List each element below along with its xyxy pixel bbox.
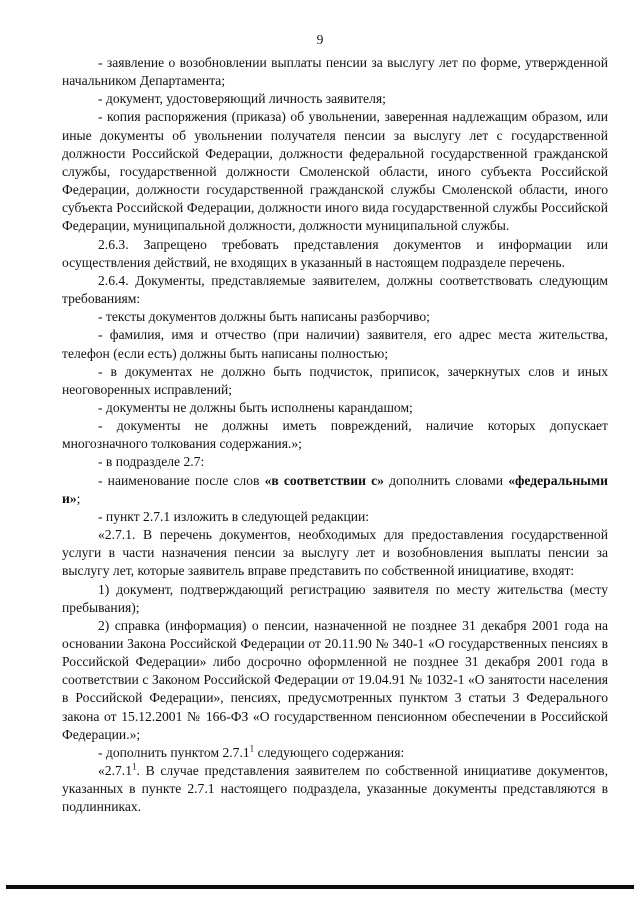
amendment-text-middle: дополнить словами xyxy=(383,472,509,488)
paragraph-2-6-4: 2.6.4. Документы, представляемые заявителем, должны соответствовать следующим требованиям: xyxy=(62,272,608,307)
scan-bottom-border xyxy=(6,885,634,889)
item-2-7-1-1-superscript: 1 xyxy=(131,761,137,772)
paragraph-legible-text: - тексты документов должны быть написаны разборчиво; xyxy=(98,309,430,325)
add-item-superscript: 1 xyxy=(249,743,255,754)
amendment-bold-quote-1: «в соответствии с» xyxy=(264,472,384,488)
item-2-7-1-1-text: . В случае представления заявителем по собственной инициативе документов, указанных в пункте 2.7.1 настоящего подраздела, указанные документы представляются в подлинниках. xyxy=(62,763,608,815)
paragraph-identity-document: - документ, удостоверяющий личность заявителя; xyxy=(98,91,386,107)
paragraph-item-2-7-1-1 xyxy=(62,762,608,816)
paragraph-item-2-7-1-intro: - пункт 2.7.1 изложить в следующей редакции: xyxy=(98,508,370,524)
paragraph-no-pencil: - документы не должны быть исполнены карандашом; xyxy=(98,399,413,415)
add-item-text-start: - дополнить пунктом 2.7.1 xyxy=(98,744,250,760)
paragraph-add-item xyxy=(62,744,608,762)
paragraph-item-2-7-1: «2.7.1. В перечень документов, необходимых для предоставления государственной услуги в части назначения пенсии за выслугу лет и возобновления выплаты пенсии за выслугу лет, которые заявитель вправе представить по собственной инициативе, входят: xyxy=(62,527,608,579)
paragraph-application-form: - заявление о возобновлении выплаты пенсии за выслугу лет по форме, утвержденной начальником Департамента; xyxy=(62,55,608,89)
paragraph-title-amendment xyxy=(62,472,608,508)
paragraph-pension-certificate: 2) справка (информация) о пенсии, назначенной не позднее 31 декабря 2001 года на основании Закона Российской Федерации от 20.11.90 № 340-1 «О государственных пенсиях в Российской Федерации» либо досрочно оформленной не позднее 31 декабря 2001 года в соответствии с Законом Российской Федерации от 19.04.91 № 1032-1 «О занятости населения в Российской Федерации», пенсиях, предусмотренных пунктом 3 статьи 3 Федерального закона от 15.12.2001 № 166-ФЗ «О государственном пенсионном обеспечении в Российской Федерации.»; xyxy=(62,617,608,742)
amendment-text-end: ; xyxy=(76,490,81,506)
amendment-bold-quote-2: «федеральными и» xyxy=(62,472,609,506)
paragraph-2-6-3: 2.6.3. Запрещено требовать представления документов и информации или осуществления действий, не входящих в указанный в настоящем подразделе перечень. xyxy=(62,236,608,270)
paragraph-no-corrections: - в документах не должно быть подчисток, приписок, зачеркнутых слов и иных неоговоренных исправлений; xyxy=(62,363,608,397)
paragraph-subsection-2-7: - в подразделе 2.7: xyxy=(98,454,205,470)
item-2-7-1-1-number: «2.7.1 xyxy=(98,763,132,779)
page-number: 9 xyxy=(316,32,324,47)
paragraph-full-name: - фамилия, имя и отчество (при наличии) заявителя, его адрес места жительства, телефон (если есть) должны быть написаны полностью; xyxy=(62,327,608,361)
amendment-text-start: - наименование после слов xyxy=(98,472,265,488)
paragraph-dismissal-order: - копия распоряжения (приказа) об увольнении, заверенная надлежащим образом, или иные документы об увольнении получателя пенсии за выслугу лет с государственной должности Российской Федерации, должности федеральной государственной гражданской службы, государственной должности Смоленской области, иного субъекта Российской Федерации, должности государственной гражданской службы Смоленской области, иного субъекта Российской Федерации, должности иного вида государственной службы Российской Федерации, муниципальной должности, должности муниципальной службы. xyxy=(62,109,608,234)
paragraph-no-damage: - документы не должны иметь повреждений, наличие которых допускает многозначного толкования содержания.»; xyxy=(62,418,608,452)
paragraph-registration-document: 1) документ, подтверждающий регистрацию заявителя по месту жительства (месту пребывания); xyxy=(62,581,608,615)
document-body xyxy=(62,54,608,817)
add-item-text-end: следующего содержания: xyxy=(254,744,405,760)
